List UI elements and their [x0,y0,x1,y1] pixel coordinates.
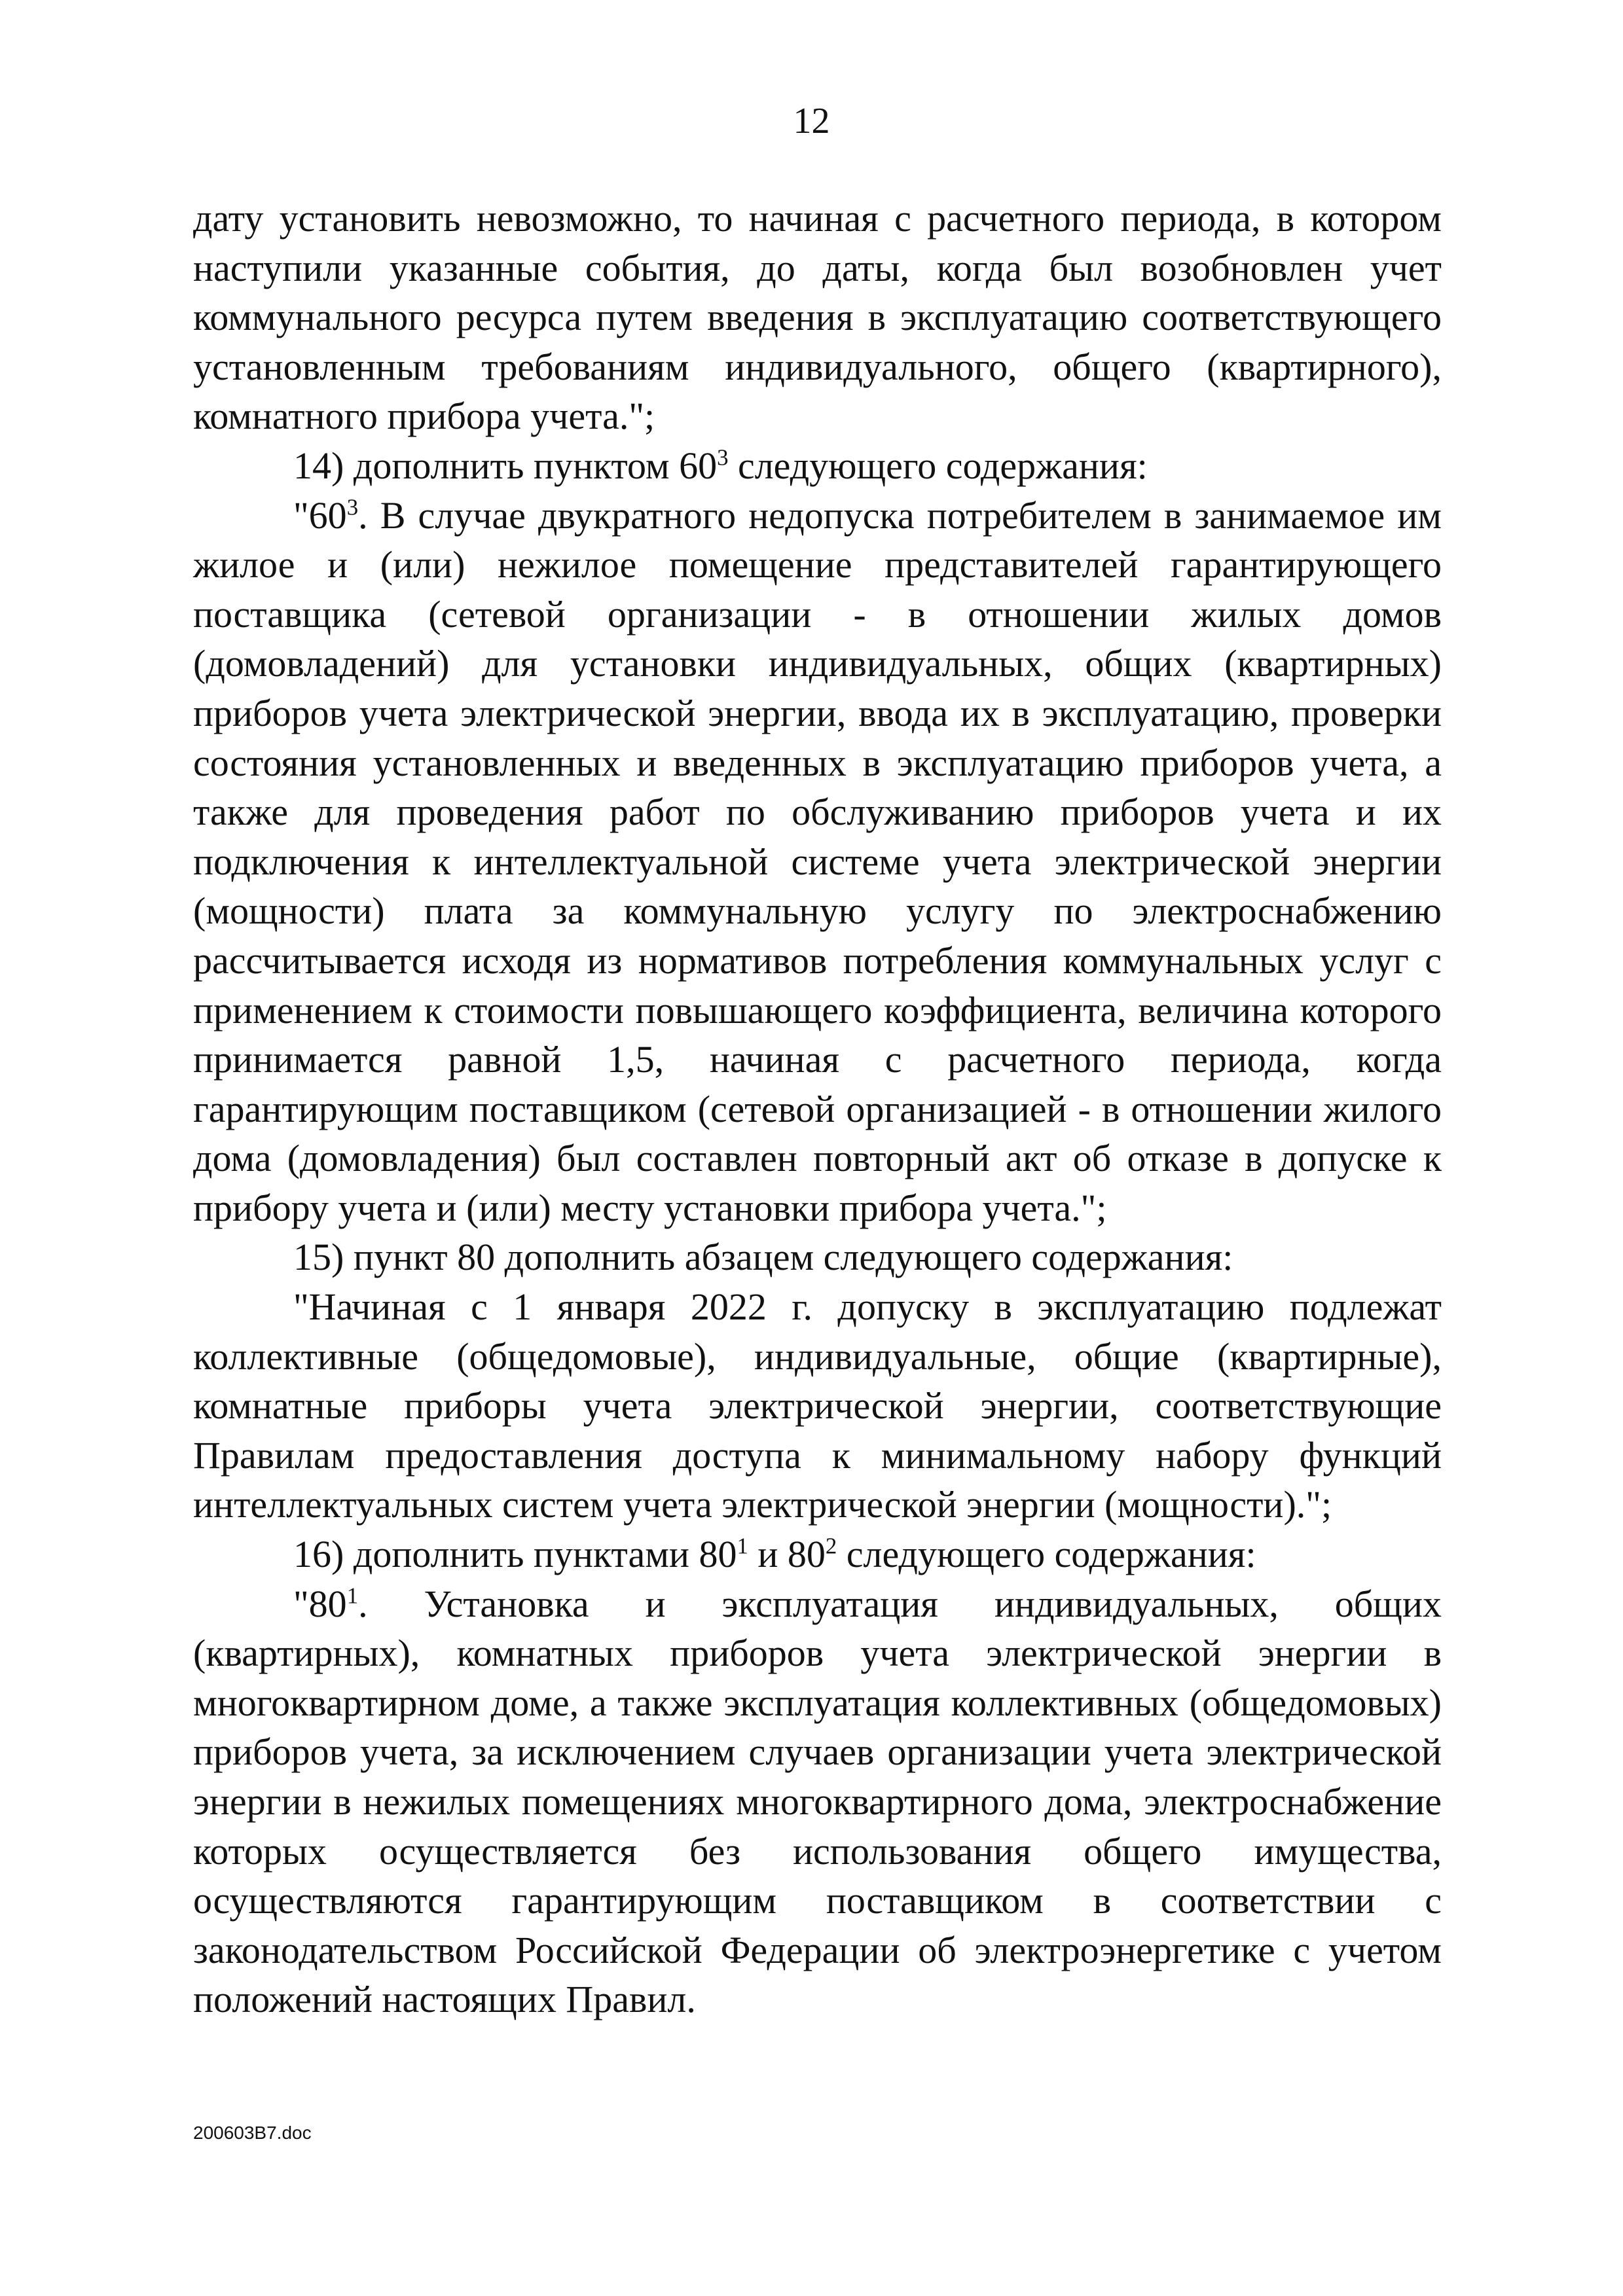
item-14-text: 14) дополнить пунктом 60 [293,444,718,487]
document-body [193,194,1442,2024]
clause-60-3-text: . В случае двукратного недопуска потребителем в занимаемое им жилое и (или) нежилое помещение представителей гарантирующего поставщика (сетевой организации - в отношении жилых домов (домовладений) для установки индивидуальных, общих (квартирных) приборов учета электрической энергии, ввода их в эксплуатацию, проверки состояния установленных и введенных в эксплуатацию приборов учета, а также для проведения работ по обслуживанию приборов учета и их подключения к интеллектуальной системе учета электрической энергии (мощности) плата за коммунальную услугу по электроснабжению рассчитывается исходя из нормативов потребления коммунальных услуг с применением к стоимости повышающего коэффициента, величина которого принимается равной 1,5, начиная с расчетного периода, когда гарантирующим поставщиком (сетевой организацией - в отношении жилого дома (домовладения) был составлен повторный акт об отказе в допуске к прибору учета и (или) месту установки прибора учета."; [193,493,1442,1229]
paragraph-clause-80-addition: "Начиная с 1 января 2022 г. допуску в эксплуатацию подлежат коллективные (общедомовые), индивидуальные, общие (квартирные), комнатные приборы учета электрической энергии, соответствующие Правилам предоставления доступа к минимальному набору функций интеллектуальных систем учета электрической энергии (мощности)."; [193,1285,1442,1526]
item-16-superscript-1: 1 [737,1533,748,1559]
clause-60-3-number: "60 [293,493,347,537]
item-16-text-middle: и 80 [748,1533,826,1576]
paragraph-continuation: дату установить невозможно, то начиная с расчетного периода, в котором наступили указанные события, до даты, когда был возобновлен учет коммунального ресурса путем введения в эксплуатацию соответствующего установленным требованиям индивидуального, общего (квартирного), комнатного прибора учета."; [193,197,1442,438]
item-16-superscript-2: 2 [825,1533,837,1559]
item-14-text-end: следующего содержания: [728,444,1148,487]
paragraph-item-15: 15) пункт 80 дополнить абзацем следующего содержания: [293,1236,1233,1279]
paragraph-item-14 [193,441,1442,491]
clause-80-1-superscript: 1 [346,1583,359,1609]
paragraph-clause-80-1 [193,1579,1442,2024]
item-14-superscript: 3 [717,444,729,471]
page-number: 12 [793,101,830,141]
item-16-text: 16) дополнить пунктами 80 [293,1533,737,1576]
paragraph-clause-60-3 [193,491,1442,1233]
clause-80-1-text: . Установка и эксплуатация индивидуальных, общих (квартирных), комнатных приборов учета электрической энергии в многоквартирном доме, а также эксплуатация коллективных (общедомовых) приборов учета, за исключением случаев организации учета электрической энергии в нежилых помещениях многоквартирного дома, электроснабжение которых осуществляется без использования общего имущества, осуществляются гарантирующим поставщиком в соответствии с законодательством Российской Федерации об электроэнергетике с учетом положений настоящих Правил. [193,1582,1442,2021]
footer-filename: 200603B7.doc [193,2123,312,2143]
paragraph-item-16 [193,1530,1442,1579]
clause-60-3-superscript: 3 [346,494,359,520]
clause-80-1-number: "80 [293,1582,347,1625]
item-16-text-end: следующего содержания: [837,1533,1256,1576]
